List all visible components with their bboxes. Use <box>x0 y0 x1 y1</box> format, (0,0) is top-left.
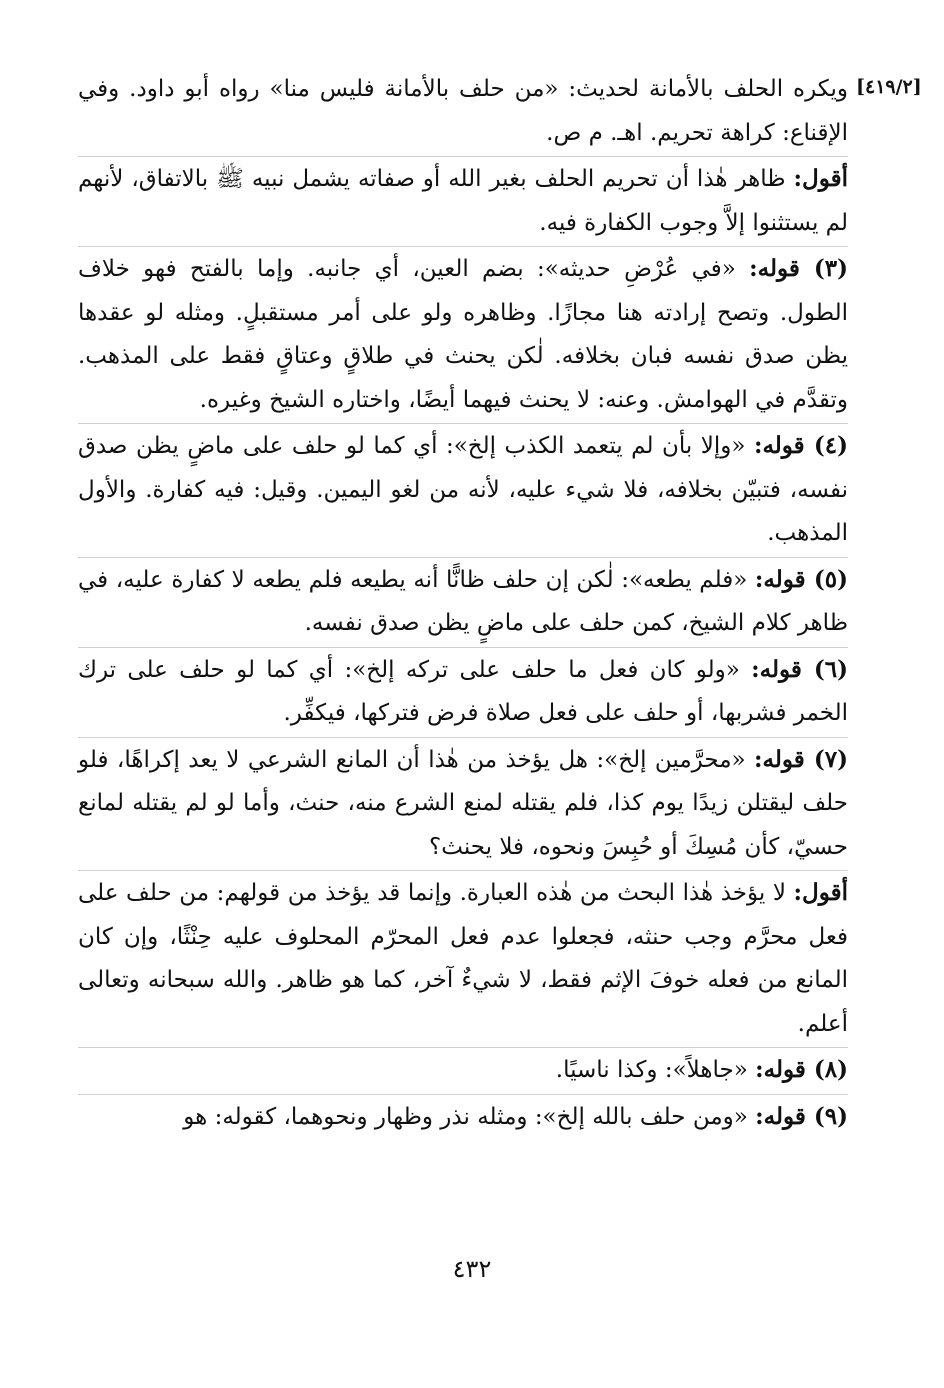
paragraph-text: ويكره الحلف بالأمانة لحديث: «من حلف بالأمانة فليس منا» رواه أبو داود. وفي الإقناع: كراهة تحريم. اهـ. م ص. <box>78 76 848 146</box>
paragraph-2 <box>78 157 848 245</box>
page-number: ٤٣٢ <box>452 1255 492 1283</box>
paragraph-8 <box>78 871 848 1046</box>
paragraph-4 <box>78 424 848 556</box>
paragraph-lead: (٣) قوله: <box>749 255 848 282</box>
paragraph-text: «في عُرْضِ حديثه»: بضم العين، أي جانبه. وإما بالفتح فهو خلاف الطول. وتصح إرادته هنا مجازًا. وظاهره ولو على أمر مستقبلٍ. ومثله لو عقدها يظن صدق نفسه فبان بخلافه. لٰكن يحنث في طلاقٍ وعتاقٍ فقط على المذهب. وتقدَّم في الهوامش. وعنه: لا يحنث فيهما أيضًا، واختاره الشيخ وغيره. <box>78 256 848 413</box>
paragraph-text: «فلم يطعه»: لٰكن إن حلف ظانًّا أنه يطيعه فلم يطعه لا كفارة عليه، في ظاهر كلام الشيخ، كمن حلف على ماضٍ يظن صدق نفسه. <box>78 566 848 636</box>
paragraph-text: «جاهلاً»: وكذا ناسيًا. <box>555 1057 748 1083</box>
paragraph-10 <box>78 1095 848 1140</box>
paragraph-6 <box>78 648 848 736</box>
paragraph-lead: (٨) قوله: <box>755 1056 848 1083</box>
paragraph-lead: أقول: <box>793 879 849 906</box>
commentary-body <box>78 68 848 1139</box>
paragraph-3 <box>78 247 848 422</box>
paragraph-text: لا يؤخذ هٰذا البحث من هٰذه العبارة. وإنما قد يؤخذ من قولهم: من حلف على فعل محرَّم وجب حنثه، فجعلوا عدم فعل المحرّم المحلوف عليه حِنْثًا، وإن كان المانع من فعله خوفَ الإثم فقط، لا شيءٌ آخر، كما هو ظاهر. والله سبحانه وتعالى أعلم. <box>78 880 848 1037</box>
paragraph-lead: (٤) قوله: <box>753 432 848 459</box>
paragraph-lead: (٧) قوله: <box>754 745 848 773</box>
paragraph-lead: (٦) قوله: <box>751 655 848 683</box>
paragraph-1 <box>78 68 848 155</box>
paragraph-9 <box>78 1048 848 1093</box>
paragraph-text: ظاهر هٰذا أن تحريم الحلف بغير الله أو صفاته يشمل نبيه ﷺ بالاتفاق، لأنهم لم يستثنوا إلاَّ وجوب الكفارة فيه. <box>78 166 848 236</box>
paragraph-lead: (٩) قوله: <box>755 1102 848 1130</box>
paragraph-lead: أقول: <box>793 165 848 192</box>
paragraph-lead: (٥) قوله: <box>754 565 848 593</box>
paragraph-7 <box>78 738 848 870</box>
paragraph-text: «محرَّمين إلخ»: هل يؤخذ من هٰذا أن المانع الشرعي لا يعد إكراهًا، فلو حلف ليقتلن زيدًا يوم كذا، فلم يقتله لمنع الشرع منه، حنث، وأما لو لم يقتله لمانع حسيّ، كأن مُسِكَ أو حُبِسَ ونحوه، فلا يحنث؟ <box>78 746 848 860</box>
volume-page-reference: [٤١٩/٢] <box>856 76 922 98</box>
paragraph-5 <box>78 558 848 646</box>
paragraph-text: «ومن حلف بالله إلخ»: ومثله نذر وظهار ونحوهما، كقوله: هو <box>183 1103 748 1130</box>
paragraph-text: «وإلا بأن لم يتعمد الكذب إلخ»: أي كما لو حلف على ماضٍ يظن صدق نفسه، فتبيّن بخلافه، فلا شيء عليه، لأنه من لغو اليمين. وقيل: فيه كفارة. والأول المذهب. <box>78 433 848 546</box>
paragraph-text: «ولو كان فعل ما حلف على تركه إلخ»: أي كما لو حلف على ترك الخمر فشربها، أو حلف على فعل صلاة فرض فتركها، فيكفِّر. <box>78 656 848 726</box>
